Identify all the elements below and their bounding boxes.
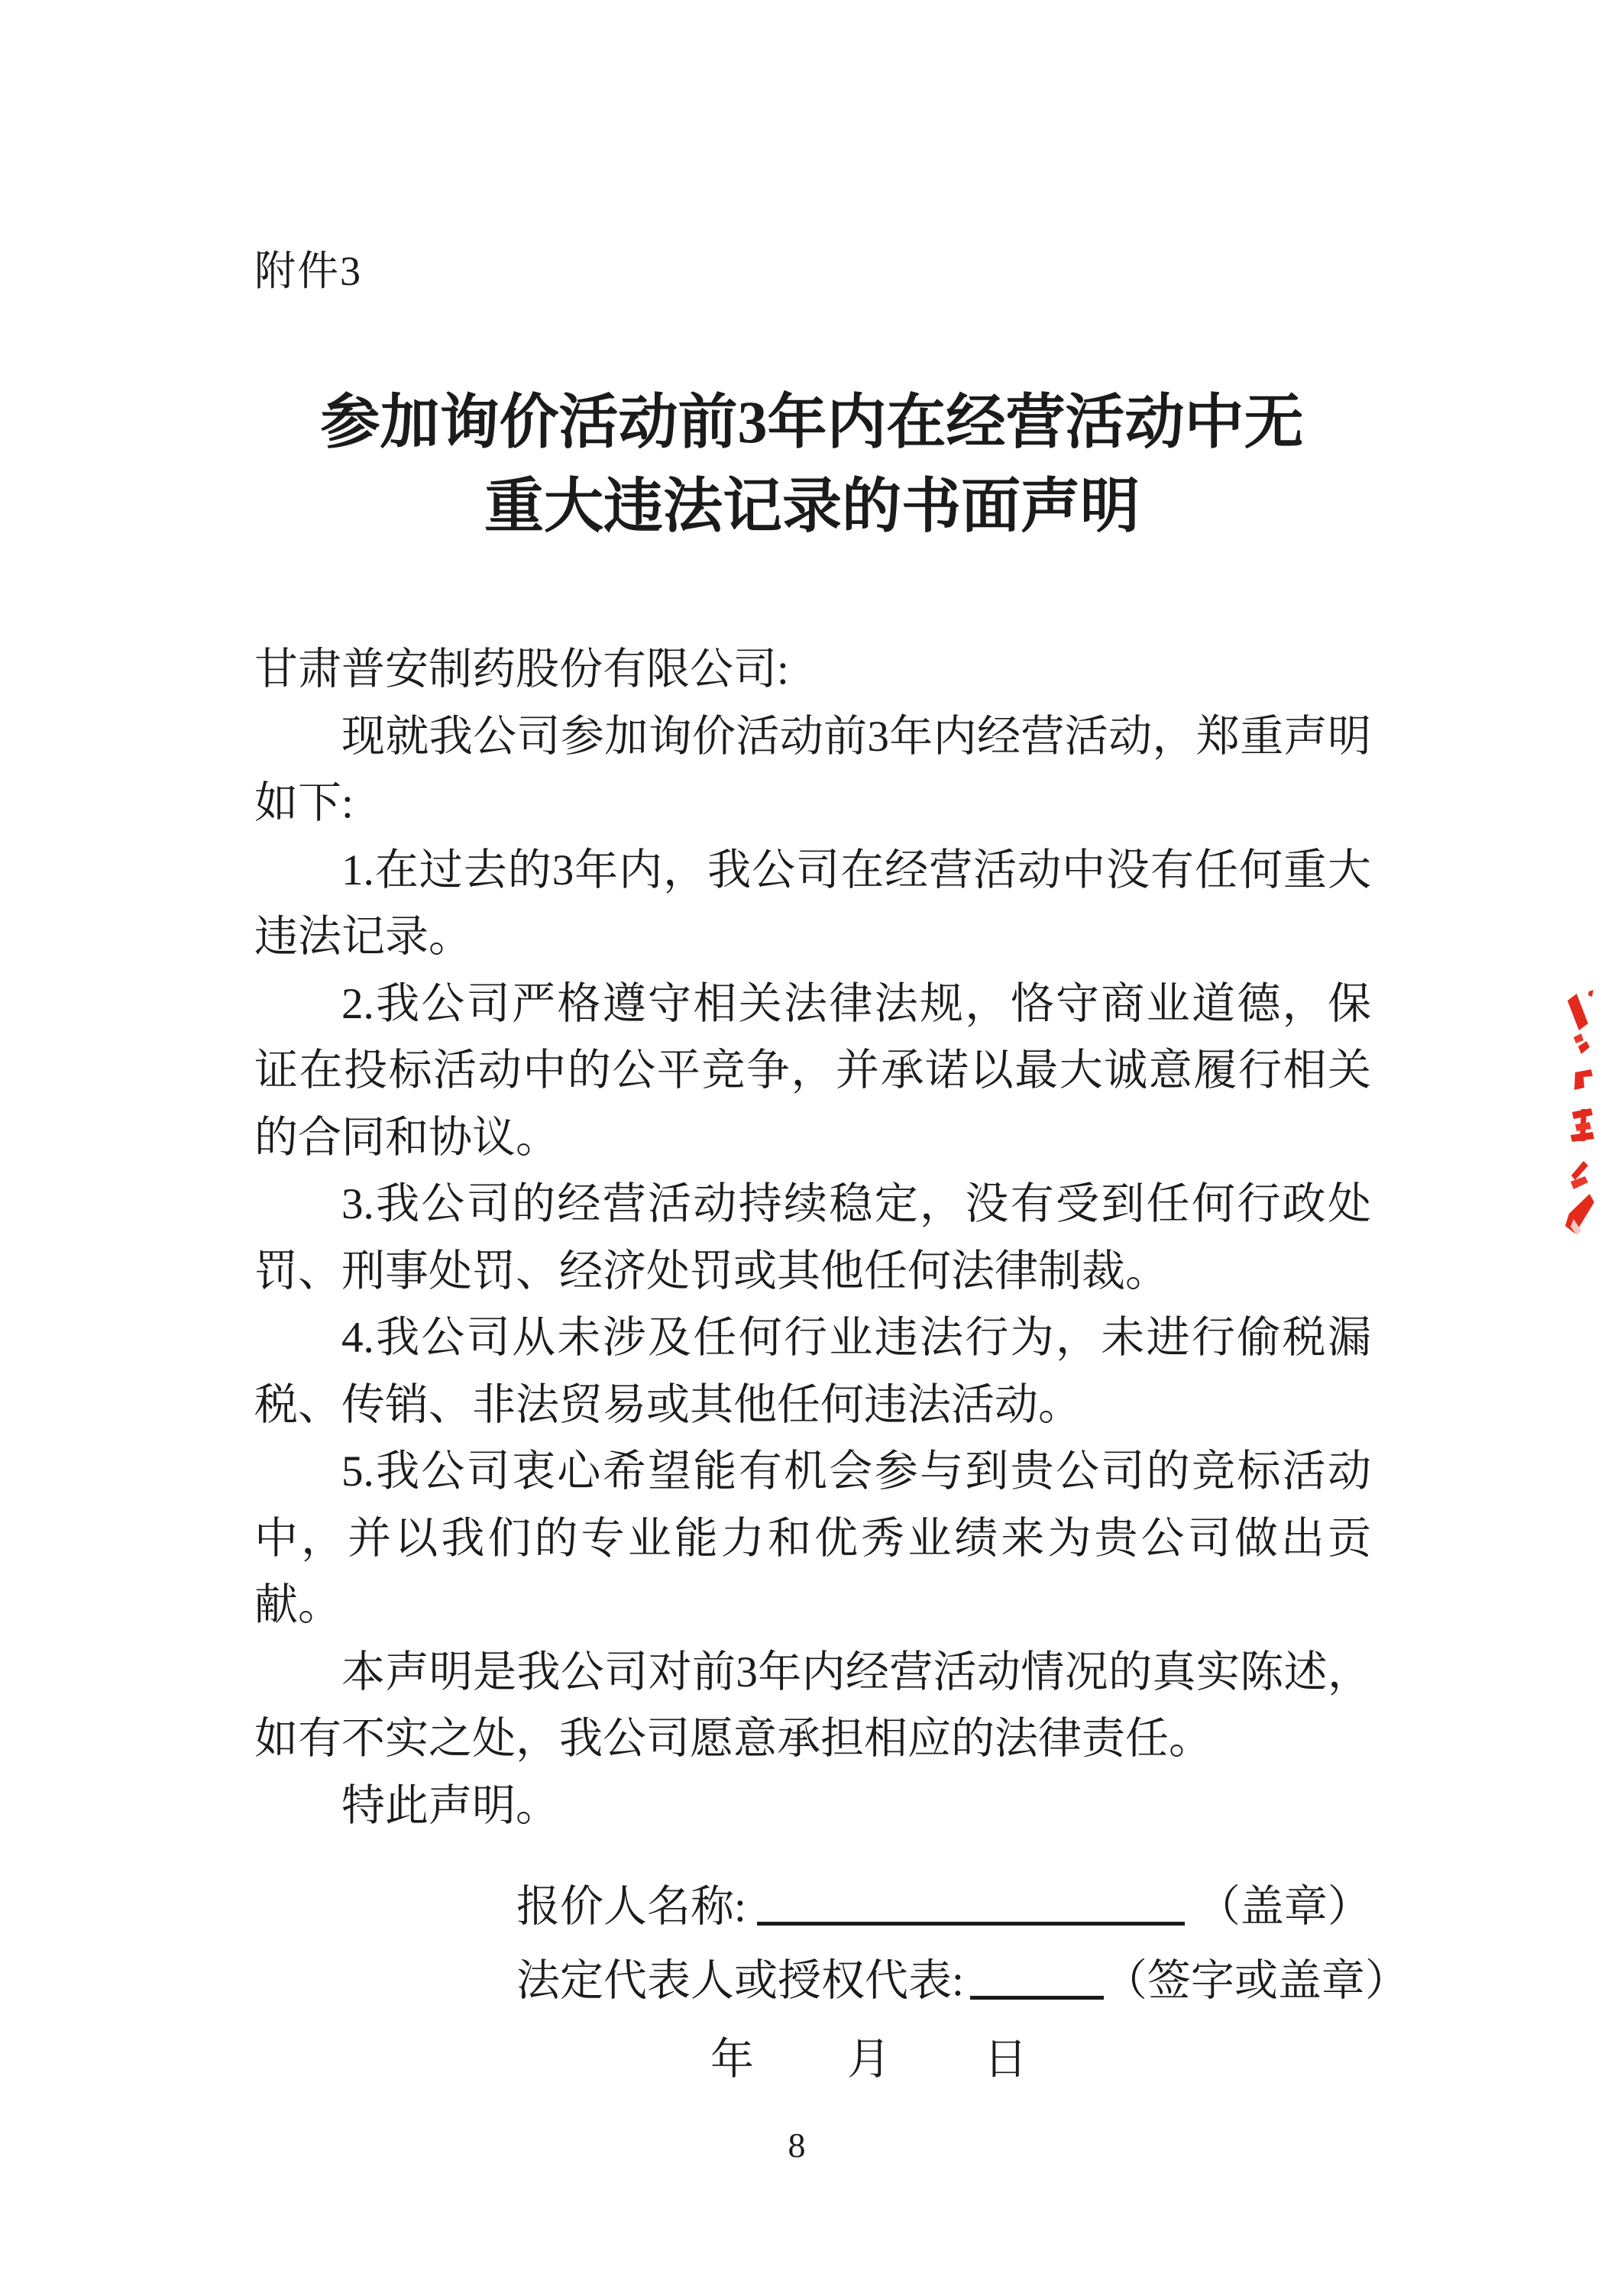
red-stamp-fragment-icon [1563, 990, 1597, 1242]
title-line-1: 参加询价活动前3年内在经营活动中无 [320, 389, 1304, 455]
quoter-name-blank [757, 1885, 1185, 1926]
paragraph-intro: 现就我公司参加询价活动前3年内经营活动，郑重声明如下: [254, 712, 1371, 827]
date-day-label: 日 [984, 2036, 1027, 2084]
paragraph-item-3: 3.我公司的经营活动持续稳定，没有受到任何行政处罚、刑事处罚、经济处罚或其他任何法律制裁。 [254, 1180, 1371, 1295]
signature-block [516, 1870, 1433, 2097]
paragraph-closing: 特此声明。 [341, 1781, 559, 1830]
date-month-label: 月 [847, 2036, 891, 2084]
title-line-2: 重大违法记录的书面声明 [484, 473, 1140, 539]
representative-label: 法定代表人或授权代表: [516, 1957, 964, 2005]
paragraph-item-2: 2.我公司严格遵守相关法律法规，恪守商业道德，保证在投标活动中的公平竞争，并承诺以最大诚意履行相关的合同和协议。 [254, 979, 1371, 1162]
seal-note: （盖章） [1196, 1883, 1371, 1931]
date-year-label: 年 [710, 2036, 754, 2084]
quoter-name-row [516, 1870, 1433, 1944]
declaration-body [254, 636, 1371, 1839]
representative-blank [970, 1959, 1104, 2000]
paragraph-statement: 本声明是我公司对前3年内经营活动情况的真实陈述，如有不实之处，我公司愿意承担相应的法律责任。 [254, 1648, 1371, 1763]
paragraph-item-4: 4.我公司从未涉及任何行业违法行为，未进行偷税漏税、传销、非法贸易或其他任何违法活动。 [254, 1314, 1371, 1429]
paragraph-item-5: 5.我公司衷心希望能有机会参与到贵公司的竞标活动中，并以我们的专业能力和优秀业绩来为贵公司做出贡献。 [254, 1447, 1371, 1629]
attachment-label: 附件3 [254, 248, 362, 294]
sign-or-seal-note: （签字或盖章） [1103, 1957, 1409, 2005]
document-title [0, 380, 1624, 548]
date-line [710, 2023, 1433, 2097]
representative-row [516, 1944, 1433, 2018]
quoter-name-label: 报价人名称: [516, 1883, 746, 1931]
salutation: 甘肃普安制药股份有限公司: [254, 645, 789, 694]
paragraph-item-1: 1.在过去的3年内，我公司在经营活动中没有任何重大违法记录。 [254, 846, 1371, 961]
page-number: 8 [788, 2126, 806, 2165]
